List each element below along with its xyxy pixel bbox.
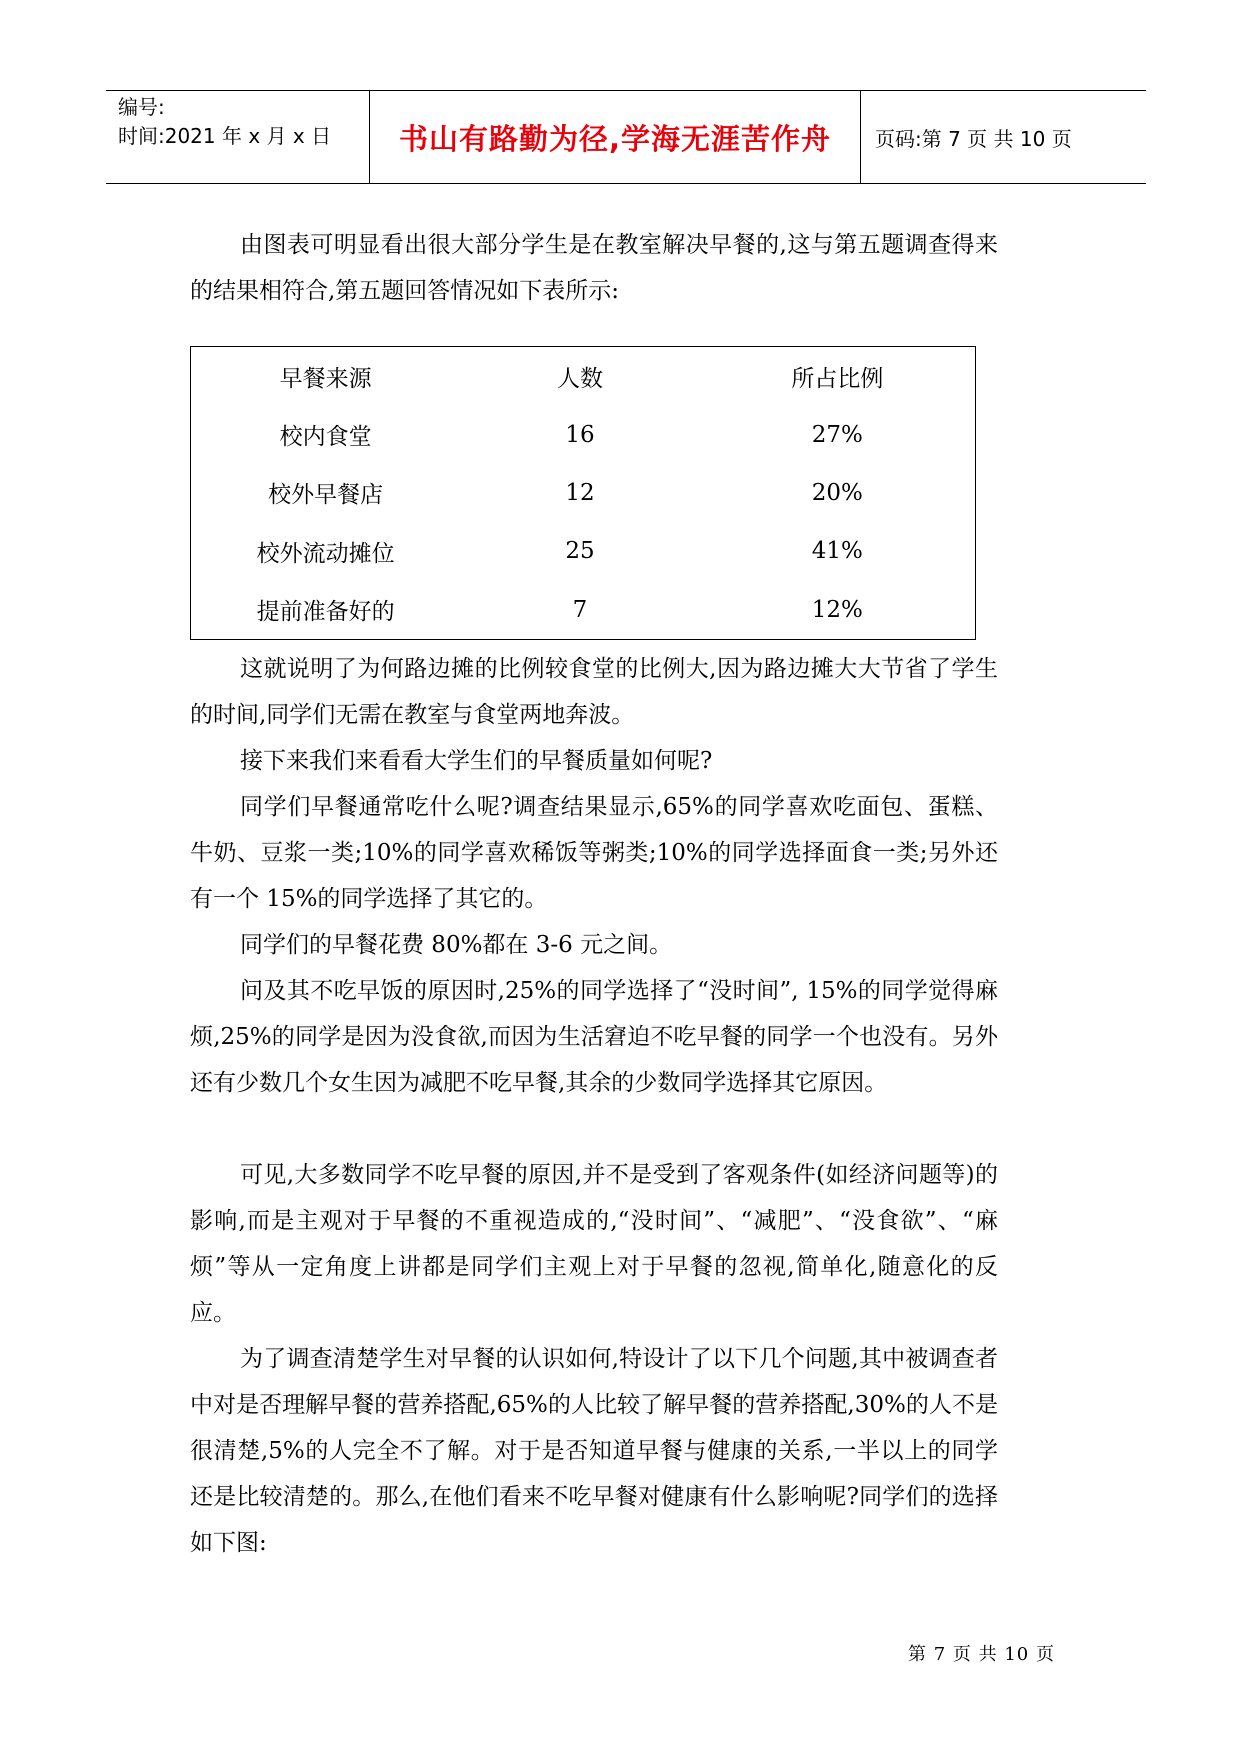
document-number-label: 编号: — [118, 95, 165, 119]
page-header — [106, 90, 1146, 184]
paragraph-quality-intro: 接下来我们来看看大学生们的早餐质量如何呢? — [240, 748, 713, 774]
header-page-info: 页码:第 7 页 共 10 页 — [875, 126, 1072, 151]
table-row — [191, 581, 976, 640]
table-cell: 20% — [811, 479, 863, 506]
paragraph-skip-reasons: 问及其不吃早饭的原因时,25%的同学选择了“没时间”, 15%的同学觉得麻烦,25%的同学是因为没食欲,而因为生活窘迫不吃早餐的同学一个也没有。另外还有少数几个女生因为减肥不吃早餐,其余的少数同学选择其它原因。 — [190, 978, 998, 1096]
paragraph-spending: 同学们的早餐花费 80%都在 3-6 元之间。 — [240, 932, 673, 958]
table-row — [191, 405, 976, 463]
table-cell: 41% — [811, 538, 863, 565]
table-header-cell: 早餐来源 — [279, 365, 372, 392]
table-row — [191, 522, 976, 580]
header-motto: 书山有路勤为径,学海无涯苦作舟 — [370, 91, 861, 183]
table-cell: 提前准备好的 — [256, 599, 395, 626]
paragraph-intro: 由图表可明显看出很大部分学生是在教室解决早餐的,这与第五题调查得来的结果相符合,第五题回答情况如下表所示: — [190, 232, 998, 304]
table-cell: 12 — [565, 479, 595, 506]
table-cell: 校外流动摊位 — [256, 540, 395, 567]
page-footer: 第 7 页 共 10 页 — [908, 1644, 1055, 1665]
paragraph-roadside-explanation: 这就说明了为何路边摊的比例较食堂的比例大,因为路边摊大大节省了学生的时间,同学们无需在教室与食堂两地奔波。 — [190, 656, 998, 728]
table-cell: 12% — [811, 596, 863, 623]
paragraph-food-types: 同学们早餐通常吃什么呢?调查结果显示,65%的同学喜欢吃面包、蛋糕、牛奶、豆浆一类;10%的同学喜欢稀饭等粥类;10%的同学选择面食一类;另外还有一个 15%的同学选择了其它的。 — [190, 794, 998, 912]
table-cell: 校外早餐店 — [268, 482, 384, 509]
table-cell: 7 — [572, 596, 588, 623]
document-time-label: 时间:2021 年 x 月 x 日 — [118, 124, 332, 148]
paragraph-nutrition-awareness: 为了调查清楚学生对早餐的认识如何,特设计了以下几个问题,其中被调查者中对是否理解早餐的营养搭配,65%的人比较了解早餐的营养搭配,30%的人不是很清楚,5%的人完全不了解。对于是否知道早餐与健康的关系,一半以上的同学还是比较清楚的。那么,在他们看来不吃早餐对健康有什么影响呢?同学们的选择如下图: — [190, 1346, 998, 1556]
table-header-row — [191, 347, 976, 406]
table-header-cell: 所占比例 — [791, 365, 884, 392]
table-row — [191, 464, 976, 522]
table-cell: 27% — [811, 421, 863, 448]
table-cell: 校内食堂 — [279, 424, 372, 451]
table-cell: 25 — [565, 538, 595, 565]
paragraph-subjective-causes: 可见,大多数同学不吃早餐的原因,并不是受到了客观条件(如经济问题等)的影响,而是主观对于早餐的不重视造成的,“没时间”、“减肥”、“没食欲”、“麻烦”等从一定角度上讲都是同学们主观上对于早餐的忽视,简单化,随意化的反应。 — [190, 1162, 998, 1326]
breakfast-source-table — [190, 346, 976, 640]
table-header-cell: 人数 — [556, 365, 603, 392]
table-cell: 16 — [565, 421, 595, 448]
header-meta — [106, 91, 370, 183]
